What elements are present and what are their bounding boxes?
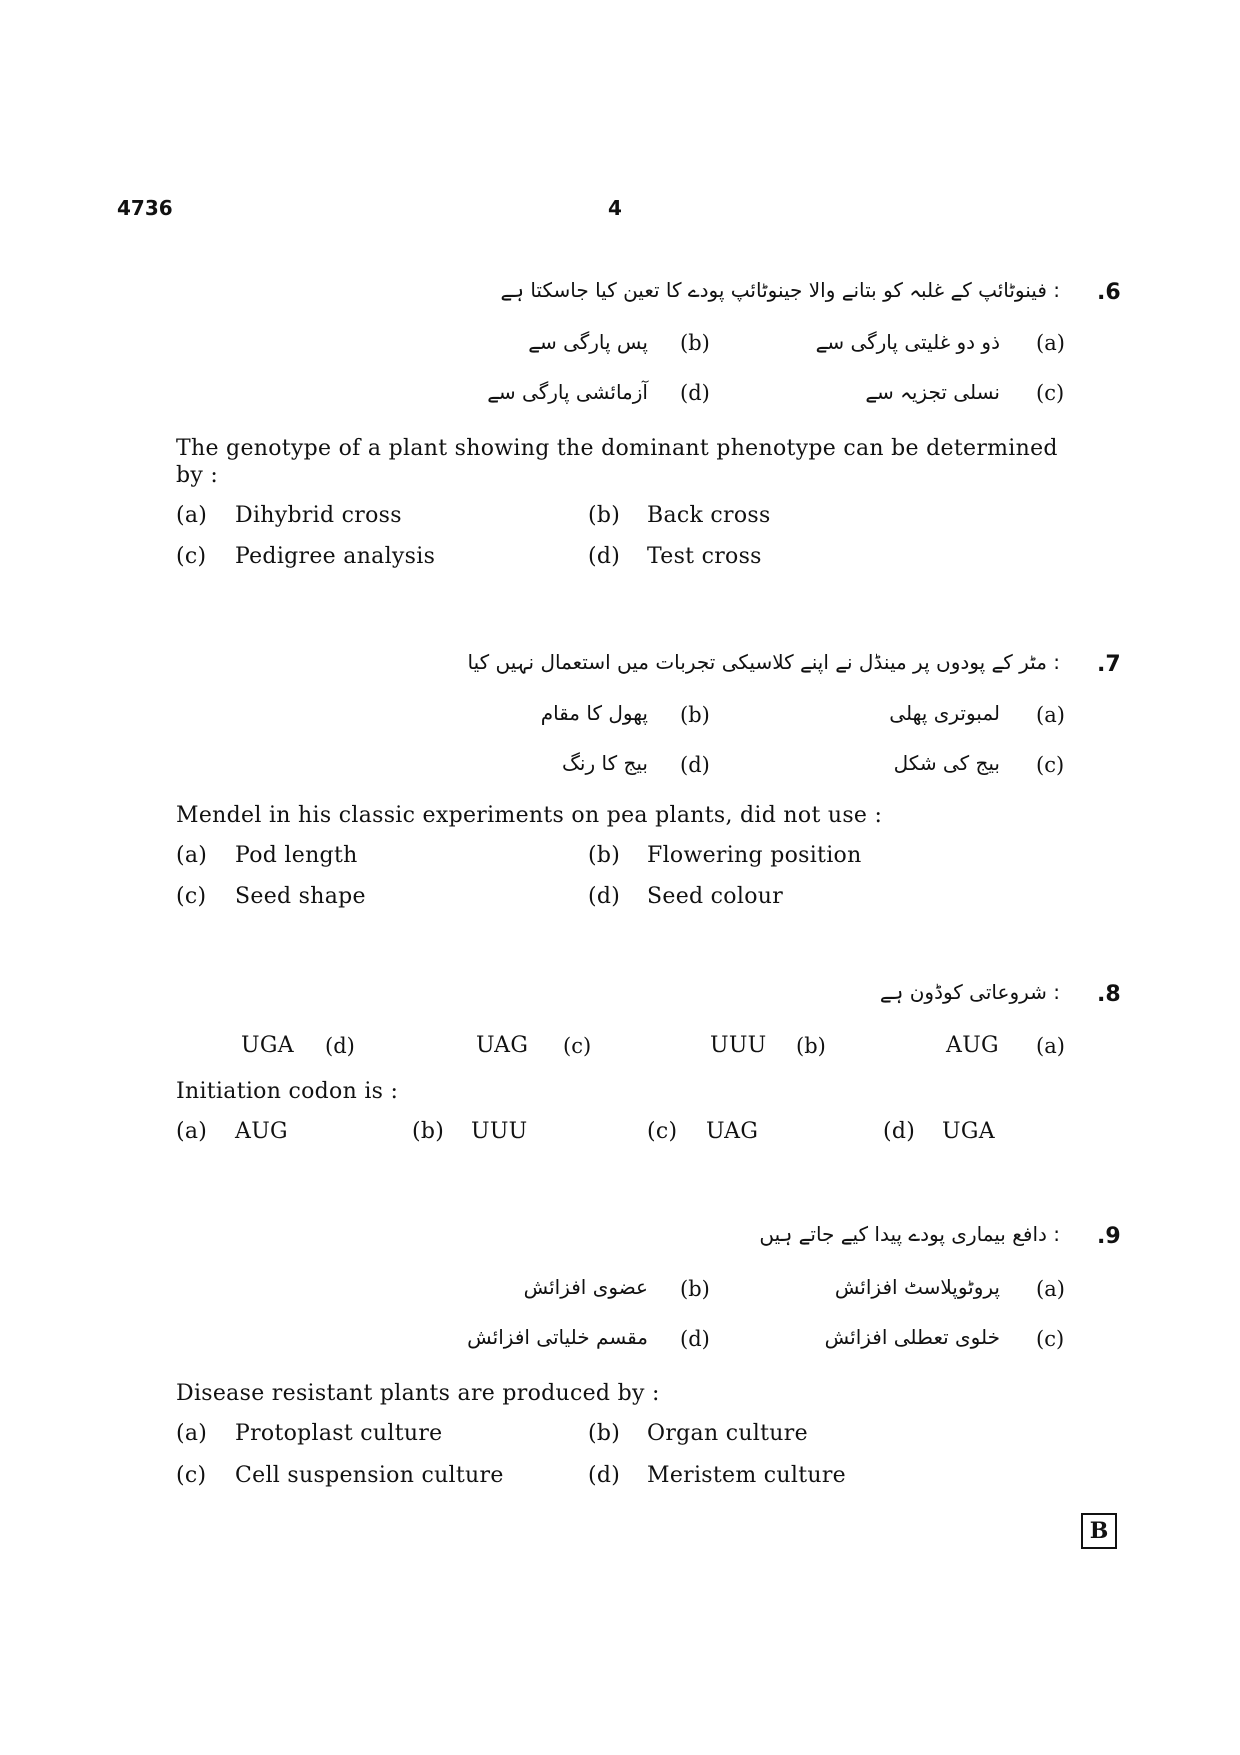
option-label: (c) bbox=[176, 884, 207, 909]
option-text: Seed colour bbox=[647, 884, 784, 909]
urdu-question-stem: : فینوٹائپ کے غلبہ کو بتانے والا جینوٹائپ پودے کا تعین کیا جاسکتا ہے bbox=[500, 278, 1060, 302]
urdu-option-text: خلوی تعطلی افزائش bbox=[824, 1325, 1000, 1349]
urdu-question-stem: : دافع بیماری پودے پیدا کیے جاتے ہیں bbox=[759, 1222, 1060, 1246]
option-label: (d) bbox=[588, 1463, 621, 1488]
urdu-option-text: پس پارگی سے bbox=[528, 330, 648, 354]
option-label: (b) bbox=[588, 1421, 621, 1446]
urdu-option-text: UAG bbox=[476, 1033, 529, 1058]
urdu-option-label: (c) bbox=[1036, 1327, 1065, 1351]
option-text: AUG bbox=[235, 1119, 288, 1144]
english-question-stem: The genotype of a plant showing the dominant phenotype can be determined bbox=[176, 436, 1058, 461]
option-label: (c) bbox=[176, 1463, 207, 1488]
urdu-option-label: (c) bbox=[1036, 381, 1065, 405]
option-label: (a) bbox=[176, 1119, 208, 1144]
option-text: Organ culture bbox=[647, 1421, 808, 1446]
urdu-option-text: پھول کا مقام bbox=[540, 701, 648, 725]
urdu-option-label: (d) bbox=[680, 381, 710, 405]
option-label: (d) bbox=[588, 544, 621, 569]
urdu-option-text: لمبوتری پھلی bbox=[889, 701, 1000, 725]
option-label: (a) bbox=[176, 843, 208, 868]
option-label: (c) bbox=[647, 1119, 678, 1144]
urdu-option-text: عضوی افزائش bbox=[523, 1275, 648, 1299]
urdu-option-label: (a) bbox=[1036, 331, 1065, 355]
option-label: (a) bbox=[176, 1421, 208, 1446]
urdu-option-label: (a) bbox=[1036, 1277, 1065, 1301]
option-text: Pedigree analysis bbox=[235, 544, 436, 569]
option-text: Seed shape bbox=[235, 884, 366, 909]
urdu-option-label: (c) bbox=[563, 1034, 592, 1058]
option-label: (d) bbox=[883, 1119, 916, 1144]
question-number: .8 bbox=[1097, 982, 1121, 1007]
option-label: (b) bbox=[412, 1119, 445, 1144]
option-text: Flowering position bbox=[647, 843, 862, 868]
question-number: .7 bbox=[1097, 652, 1121, 677]
urdu-option-label: (b) bbox=[796, 1034, 826, 1058]
option-label: (d) bbox=[588, 884, 621, 909]
english-question-stem: Mendel in his classic experiments on pea plants, did not use : bbox=[176, 803, 883, 828]
urdu-option-text: مقسم خلیاتی افزائش bbox=[467, 1325, 648, 1349]
paper-code: 4736 bbox=[117, 196, 173, 220]
urdu-option-text: ذو دو غلیتی پارگی سے bbox=[815, 330, 1000, 354]
urdu-option-text: UUU bbox=[710, 1033, 767, 1058]
urdu-option-text: آزمائشی پارگی سے bbox=[487, 380, 648, 404]
question-number: .9 bbox=[1097, 1224, 1121, 1249]
option-text: UUU bbox=[471, 1119, 528, 1144]
urdu-option-label: (a) bbox=[1036, 703, 1065, 727]
option-text: Test cross bbox=[647, 544, 762, 569]
option-text: Dihybrid cross bbox=[235, 503, 402, 528]
urdu-option-label: (a) bbox=[1036, 1034, 1065, 1058]
option-text: UAG bbox=[706, 1119, 759, 1144]
urdu-question-stem: : مٹر کے پودوں پر مینڈل نے اپنے کلاسیکی تجربات میں استعمال نہیں کیا bbox=[467, 650, 1060, 674]
urdu-option-label: (b) bbox=[680, 331, 710, 355]
option-text: UGA bbox=[942, 1119, 995, 1144]
option-label: (b) bbox=[588, 503, 621, 528]
urdu-option-text: بیج کا رنگ bbox=[562, 751, 648, 775]
urdu-option-label: (d) bbox=[680, 753, 710, 777]
option-label: (b) bbox=[588, 843, 621, 868]
urdu-option-label: (d) bbox=[680, 1327, 710, 1351]
urdu-option-label: (d) bbox=[325, 1034, 355, 1058]
page-number: 4 bbox=[608, 196, 622, 220]
english-question-stem: Initiation codon is : bbox=[176, 1079, 399, 1104]
option-text: Meristem culture bbox=[647, 1463, 846, 1488]
urdu-option-label: (c) bbox=[1036, 753, 1065, 777]
english-question-stem: Disease resistant plants are produced by : bbox=[176, 1381, 660, 1406]
urdu-option-label: (b) bbox=[680, 1277, 710, 1301]
urdu-option-text: UGA bbox=[241, 1033, 294, 1058]
option-text: Cell suspension culture bbox=[235, 1463, 504, 1488]
urdu-option-label: (b) bbox=[680, 703, 710, 727]
question-number: .6 bbox=[1097, 280, 1121, 305]
option-text: Protoplast culture bbox=[235, 1421, 443, 1446]
option-text: Back cross bbox=[647, 503, 771, 528]
urdu-option-text: نسلی تجزیہ سے bbox=[865, 380, 1000, 404]
english-question-stem-continued: by : bbox=[176, 463, 219, 488]
booklet-series-badge: B bbox=[1081, 1513, 1117, 1549]
urdu-question-stem: : شروعاتی کوڈون ہے bbox=[879, 980, 1060, 1004]
urdu-option-text: پروٹوپلاسٹ افزائش bbox=[834, 1275, 1000, 1299]
option-label: (c) bbox=[176, 544, 207, 569]
urdu-option-text: AUG bbox=[946, 1033, 999, 1058]
option-text: Pod length bbox=[235, 843, 358, 868]
urdu-option-text: بیج کی شکل bbox=[893, 751, 1000, 775]
option-label: (a) bbox=[176, 503, 208, 528]
